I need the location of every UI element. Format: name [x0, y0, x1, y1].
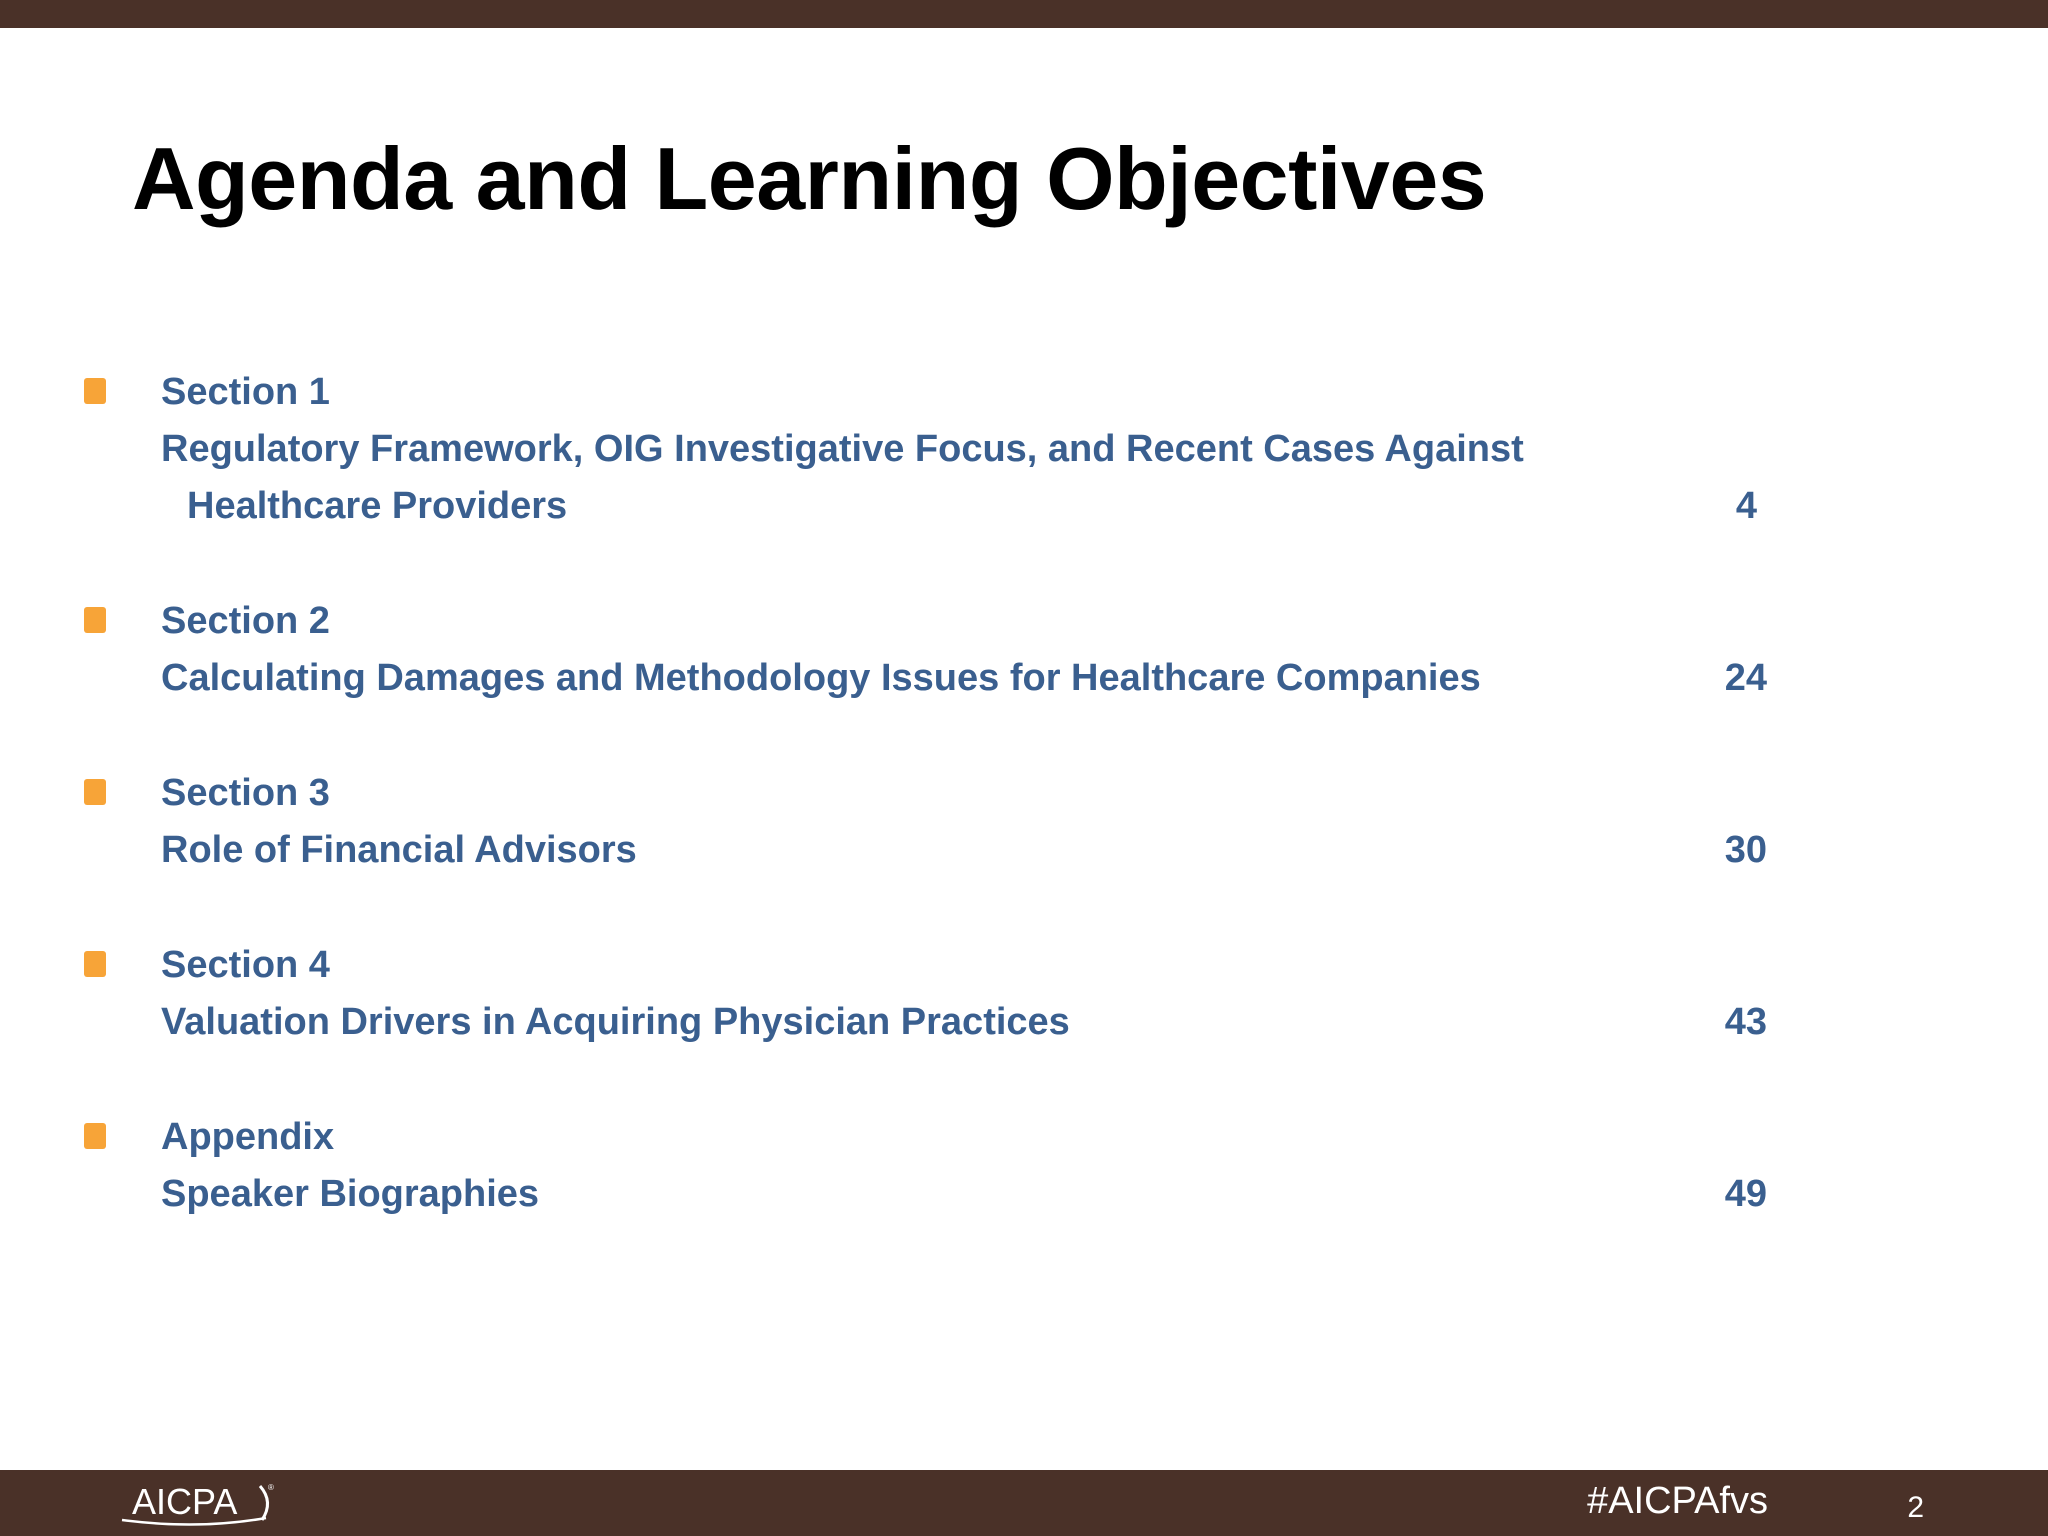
slide-title: Agenda and Learning Objectives	[132, 129, 1487, 228]
svg-text:®: ®	[268, 1483, 274, 1492]
section-description: Calculating Damages and Methodology Issues for Healthcare Companies	[161, 657, 1481, 699]
section-description: Speaker Biographies	[161, 1173, 540, 1215]
footer-bar	[0, 1470, 2048, 1536]
top-bar	[0, 0, 2048, 28]
section-label: Section 1	[161, 371, 330, 413]
section-label: Section 2	[161, 600, 330, 642]
square-bullet-icon	[84, 779, 106, 805]
section-page-number: 30	[1724, 829, 1767, 871]
section-description: Role of Financial Advisors	[161, 829, 637, 871]
square-bullet-icon	[84, 607, 106, 633]
section-description-line1: Regulatory Framework, OIG Investigative Focus, and Recent Cases Against	[161, 428, 1524, 470]
section-page-number: 4	[1735, 485, 1757, 527]
section-page-number: 43	[1724, 1001, 1767, 1043]
square-bullet-icon	[84, 1123, 106, 1149]
section-page-number: 49	[1724, 1173, 1767, 1215]
square-bullet-icon	[84, 951, 106, 977]
logo-text: AICPA	[132, 1481, 238, 1522]
section-page-number: 24	[1724, 657, 1767, 699]
section-description-line2: Healthcare Providers	[187, 485, 568, 527]
square-bullet-icon	[84, 378, 106, 404]
section-description: Valuation Drivers in Acquiring Physician Practices	[161, 1001, 1070, 1043]
aicpa-logo	[118, 1480, 278, 1526]
section-label: Appendix	[161, 1116, 335, 1158]
section-label: Section 4	[161, 944, 330, 986]
footer-hashtag: #AICPAfvs	[1587, 1480, 1768, 1522]
slide-page-number: 2	[1907, 1491, 1924, 1524]
section-label: Section 3	[161, 772, 330, 814]
